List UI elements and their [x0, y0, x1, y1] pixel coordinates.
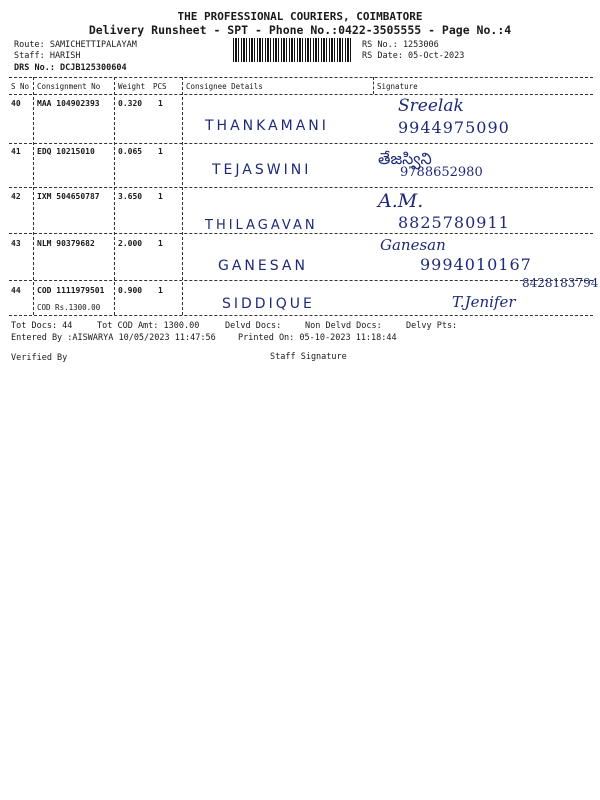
- column-divider: [114, 77, 115, 315]
- row-sno: 44: [11, 286, 21, 295]
- barcode: [233, 38, 353, 62]
- col-header-consignee: Consignee Details: [186, 82, 263, 91]
- row-rule: [9, 187, 593, 188]
- rs-date: RS Date: 05-Oct-2023: [362, 51, 465, 61]
- row-consignment-no: EDQ 10215010: [37, 147, 95, 156]
- col-header-signature: Signature: [377, 82, 418, 91]
- row-rule: [9, 143, 593, 144]
- column-divider: [33, 77, 34, 315]
- col-header-consignment: Consignment No: [37, 82, 101, 91]
- row-consignment-no: MAA 104902393: [37, 99, 100, 108]
- col-header-weight: Weight: [118, 82, 146, 91]
- route-label: Route: SAMICHETTIPALAYAM: [14, 40, 137, 50]
- row-sno: 43: [11, 239, 21, 248]
- receiver-phone: 9944975090: [398, 118, 510, 137]
- row-rule: [9, 280, 593, 281]
- row-weight: 0.320: [118, 99, 143, 108]
- row-weight: 3.650: [118, 192, 143, 201]
- row-weight: 0.900: [118, 286, 143, 295]
- non-delivered-docs: Non Delvd Docs:: [305, 321, 382, 331]
- printed-on: Printed On: 05-10-2023 11:18:44: [238, 333, 397, 343]
- consignee-name: THANKAMANI: [205, 118, 329, 134]
- rs-number: RS No.: 1253006: [362, 40, 439, 50]
- receiver-phone: 9788652980: [400, 165, 483, 180]
- receiver-phone: 8428183794: [522, 276, 599, 290]
- receiver-signature: తేజస్విని: [378, 149, 432, 168]
- runsheet-subtitle: Delivery Runsheet - SPT - Phone No.:0422-3505555 - Page No.:4: [88, 23, 512, 37]
- row-sno: 42: [11, 192, 21, 201]
- row-sno: 40: [11, 99, 21, 108]
- entered-by: Entered By :AISWARYA 10/05/2023 11:47:56: [11, 333, 216, 343]
- row-weight: 0.065: [118, 147, 143, 156]
- col-header-sno: S No: [11, 82, 30, 91]
- receiver-phone: 9994010167: [420, 255, 532, 274]
- col-header-pcs: PCS: [153, 82, 167, 91]
- drs-number: DRS No.: DCJB125300604: [14, 63, 127, 73]
- column-divider: [373, 77, 374, 94]
- receiver-signature: T.Jenifer: [452, 293, 516, 311]
- receiver-phone: 8825780911: [398, 213, 510, 232]
- consignee-name: SIDDIQUE: [222, 296, 315, 312]
- receiver-signature: A.M.: [378, 190, 424, 212]
- row-consignment-no: COD 1111979501: [37, 286, 105, 295]
- staff-label: Staff: HARISH: [14, 51, 81, 61]
- consignee-name: TEJASWINI: [212, 162, 312, 178]
- verified-by-label: Verified By: [11, 353, 68, 363]
- staff-signature-label: Staff Signature: [270, 352, 347, 362]
- delivered-docs: Delvd Docs:: [225, 321, 282, 331]
- row-pcs: 1: [158, 192, 163, 201]
- header-bottom-rule: [9, 94, 593, 95]
- consignee-name: GANESAN: [218, 258, 308, 274]
- row-rule: [9, 233, 593, 234]
- column-divider: [182, 77, 183, 315]
- row-pcs: 1: [158, 147, 163, 156]
- row-sno: 41: [11, 147, 21, 156]
- row-weight: 2.000: [118, 239, 143, 248]
- row-pcs: 1: [158, 239, 163, 248]
- row-pcs: 1: [158, 286, 163, 295]
- receiver-signature: Sreelak: [398, 96, 464, 116]
- total-cod-amount: Tot COD Amt: 1300.00: [97, 321, 200, 331]
- delivery-points: Delvy Pts:: [406, 321, 458, 331]
- receiver-signature: Ganesan: [380, 236, 446, 254]
- consignee-name: THILAGAVAN: [205, 218, 318, 233]
- row-pcs: 1: [158, 99, 163, 108]
- total-docs: Tot Docs: 44: [11, 321, 73, 331]
- table-top-rule: [9, 77, 593, 78]
- company-title: THE PROFESSIONAL COURIERS, COIMBATORE: [177, 10, 423, 23]
- table-bottom-rule: [9, 315, 593, 316]
- row-consignment-no: IXM 504650787: [37, 192, 100, 201]
- row-consignment-no: NLM 90379682: [37, 239, 95, 248]
- cod-amount: COD Rs.1300.00: [37, 303, 101, 312]
